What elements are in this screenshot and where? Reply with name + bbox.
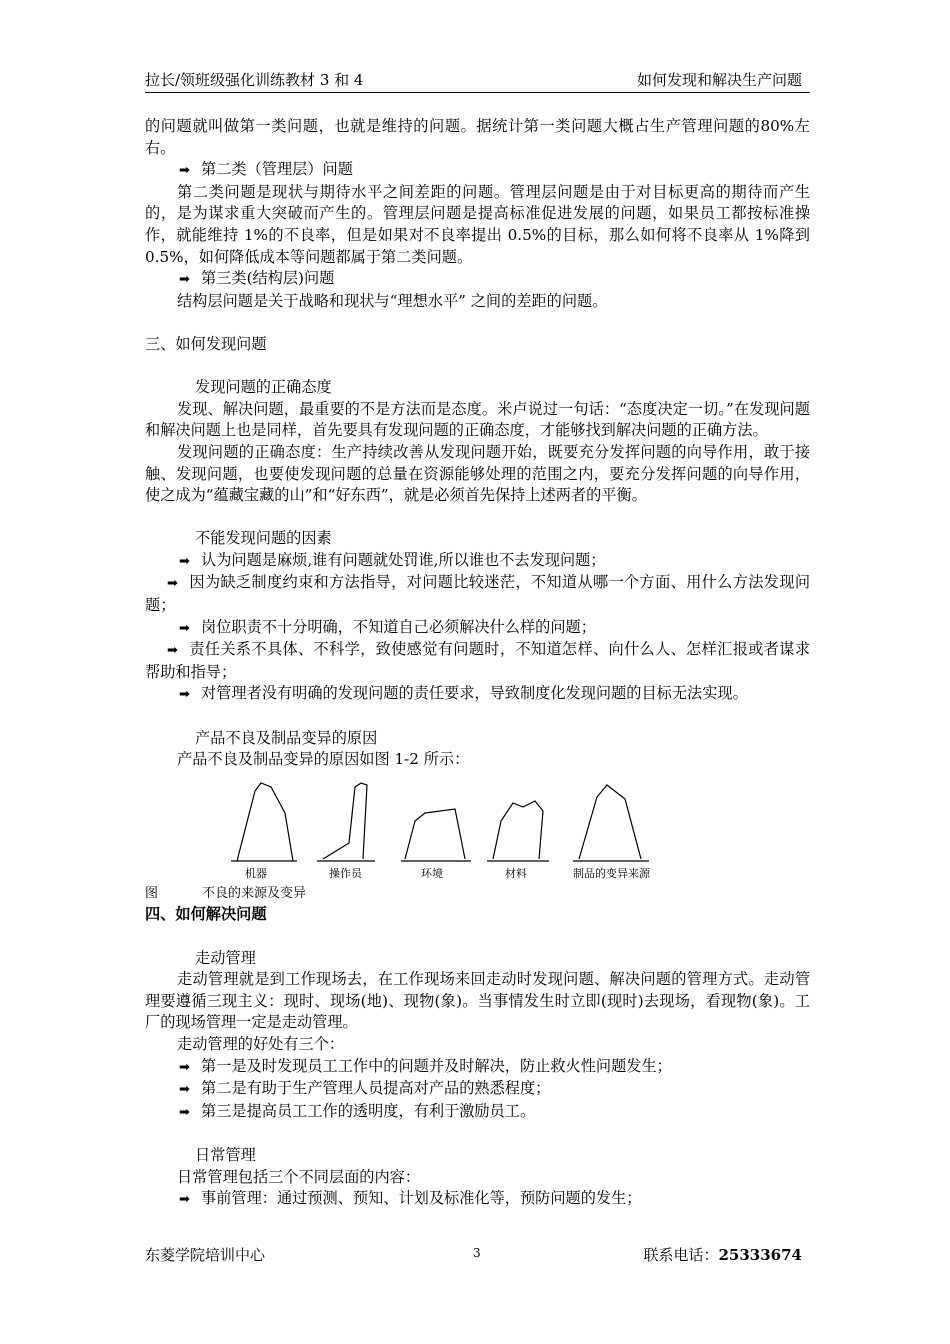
footer-contact bbox=[643, 1244, 802, 1265]
page-content bbox=[145, 116, 810, 1211]
bullet-item bbox=[145, 1078, 810, 1101]
phone-number: 25333674 bbox=[718, 1246, 802, 1264]
bullet-item bbox=[145, 159, 810, 182]
subsection-heading: 发现问题的正确态度 bbox=[195, 378, 332, 397]
bullet-text: 对管理者没有明确的发现问题的责任要求，导致制度化发现问题的目标无法实现。 bbox=[201, 684, 748, 703]
bullet-text: 第三类(结构层)问题 bbox=[201, 269, 335, 288]
bullet-text: 责任关系不具体、不科学，致使感觉有问题时，不知道怎样、向什么人、怎样汇报或者谋求帮助和指导； bbox=[145, 640, 810, 681]
paragraph: 发现问题的正确态度：生产持续改善从发现问题开始，既要充分发挥问题的向导作用，敢于接触、发现问题，也要使发现问题的总量在资源能够处理的范围之内，要充分发挥问题的向导作用，使之成为“蕴藏宝藏的山”和“好东西”，就是必须首先保持上述两者的平衡。 bbox=[145, 442, 810, 505]
figure-label: 环境 bbox=[421, 866, 443, 880]
variation-diagram bbox=[227, 773, 667, 883]
figure-caption bbox=[145, 883, 810, 905]
bullet-item bbox=[145, 639, 810, 683]
paragraph: 产品不良及制品变异的原因如图 1-2 所示： bbox=[177, 750, 470, 769]
figure-label: 制品的变异来源 bbox=[573, 866, 650, 880]
caption-text: 不良的来源及变异 bbox=[202, 885, 307, 901]
arrow-bullet-icon: ➡ bbox=[179, 553, 190, 569]
arrow-bullet-icon: ➡ bbox=[167, 576, 178, 592]
caption-prefix: 图 bbox=[145, 885, 159, 901]
subsection-heading: 走动管理 bbox=[195, 948, 256, 967]
figure-label: 操作员 bbox=[329, 866, 362, 880]
paragraph: 的问题就叫做第一类问题，也就是维持的问题。据统计第一类问题大概占生产管理问题的80%左右。 bbox=[145, 117, 810, 157]
bullet-text: 第一是及时发现员工工作中的问题并及时解决，防止救火性问题发生； bbox=[201, 1056, 672, 1075]
product-variation-shape bbox=[579, 785, 641, 859]
paragraph: 走动管理就是到工作现场去，在工作现场来回走动时发现问题、解决问题的管理方式。走动管理要遵循三现主义：现时、现场(地)、现物(象)。当事情发生时立即(现时)去现场，看现物(象)。工厂的现场管理一定是走动管理。 bbox=[145, 970, 810, 1032]
arrow-bullet-icon: ➡ bbox=[179, 1059, 190, 1075]
bullet-item bbox=[145, 268, 810, 291]
page-number: 3 bbox=[473, 1246, 481, 1260]
arrow-bullet-icon: ➡ bbox=[179, 163, 190, 179]
machine-shape bbox=[237, 783, 293, 861]
bullet-text: 岗位职责不十分明确，不知道自己必须解决什么样的问题； bbox=[201, 617, 596, 636]
operator-shape bbox=[323, 783, 367, 859]
figure-label: 机器 bbox=[245, 866, 267, 880]
paragraph: 发现、解决问题，最重要的不是方法而是态度。米卢说过一句话：“态度决定一切。”在发现问题和解决问题上也是同样，首先要具有发现问题的正确态度，才能够找到解决问题的正确方法。 bbox=[145, 399, 810, 440]
header-chapter: 如何发现和解决生产问题 bbox=[636, 71, 802, 89]
arrow-bullet-icon: ➡ bbox=[179, 1104, 190, 1120]
bullet-text: 第二类（管理层）问题 bbox=[201, 160, 353, 179]
paragraph: 日常管理包括三个不同层面的内容： bbox=[177, 1167, 420, 1186]
bullet-text: 第三是提高员工工作的透明度，有利于激励员工。 bbox=[201, 1101, 536, 1120]
bullet-text: 第二是有助于生产管理人员提高对产品的熟悉程度； bbox=[201, 1079, 551, 1098]
bullet-item bbox=[145, 572, 810, 616]
arrow-bullet-icon: ➡ bbox=[179, 272, 190, 288]
bullet-item bbox=[145, 683, 810, 706]
bullet-item bbox=[145, 1188, 810, 1211]
arrow-bullet-icon: ➡ bbox=[179, 1192, 190, 1208]
header-title: 拉长/领班级强化训练教材 3 和 4 bbox=[145, 71, 364, 89]
page-header bbox=[145, 66, 810, 93]
paragraph: 第二类问题是现状与期待水平之间差距的问题。管理层问题是由于对目标更高的期待而产生的，是为谋求重大突破而产生的。管理层问题是提高标准促进发展的问题，如果员工都按标准操作，就能维持 1%的不良率，但是如果对不良率提出 0.5%的目标，那么如何将不良率从 1%降到 0.5%，如何降低成本等问题都属于第二类问题。 bbox=[145, 182, 810, 266]
environment-shape bbox=[405, 809, 465, 859]
footer-organization: 东菱学院培训中心 bbox=[145, 1246, 266, 1264]
phone-label: 联系电话： bbox=[643, 1246, 719, 1264]
bullet-text: 事前管理：通过预测、预知、计划及标准化等，预防问题的发生； bbox=[201, 1189, 642, 1208]
bullet-text: 因为缺乏制度约束和方法指导，对问题比较迷茫，不知道从哪一个方面、用什么方法发现问题； bbox=[145, 573, 810, 615]
subsection-heading: 日常管理 bbox=[195, 1145, 256, 1164]
paragraph: 结构层问题是关于战略和现状与“理想水平” 之间的差距的问题。 bbox=[177, 291, 608, 310]
bullet-item bbox=[145, 1101, 810, 1124]
material-shape bbox=[493, 801, 543, 859]
arrow-bullet-icon: ➡ bbox=[179, 620, 190, 636]
bullet-item bbox=[145, 550, 810, 573]
subsection-heading: 不能发现问题的因素 bbox=[195, 529, 332, 548]
bullet-item bbox=[145, 1056, 810, 1079]
arrow-bullet-icon: ➡ bbox=[167, 643, 178, 659]
paragraph: 走动管理的好处有三个： bbox=[177, 1034, 345, 1053]
bullet-item bbox=[145, 617, 810, 640]
section-heading: 三、如何发现问题 bbox=[145, 334, 267, 353]
section-heading: 四、如何解决问题 bbox=[145, 905, 267, 924]
subsection-heading: 产品不良及制品变异的原因 bbox=[195, 728, 378, 747]
arrow-bullet-icon: ➡ bbox=[179, 1082, 190, 1098]
page-footer bbox=[145, 1244, 810, 1266]
variation-figure bbox=[227, 773, 810, 883]
bullet-text: 认为问题是麻烦,谁有问题就处罚谁,所以谁也不去发现问题； bbox=[201, 550, 606, 569]
arrow-bullet-icon: ➡ bbox=[179, 687, 190, 703]
figure-label: 材料 bbox=[505, 866, 527, 880]
